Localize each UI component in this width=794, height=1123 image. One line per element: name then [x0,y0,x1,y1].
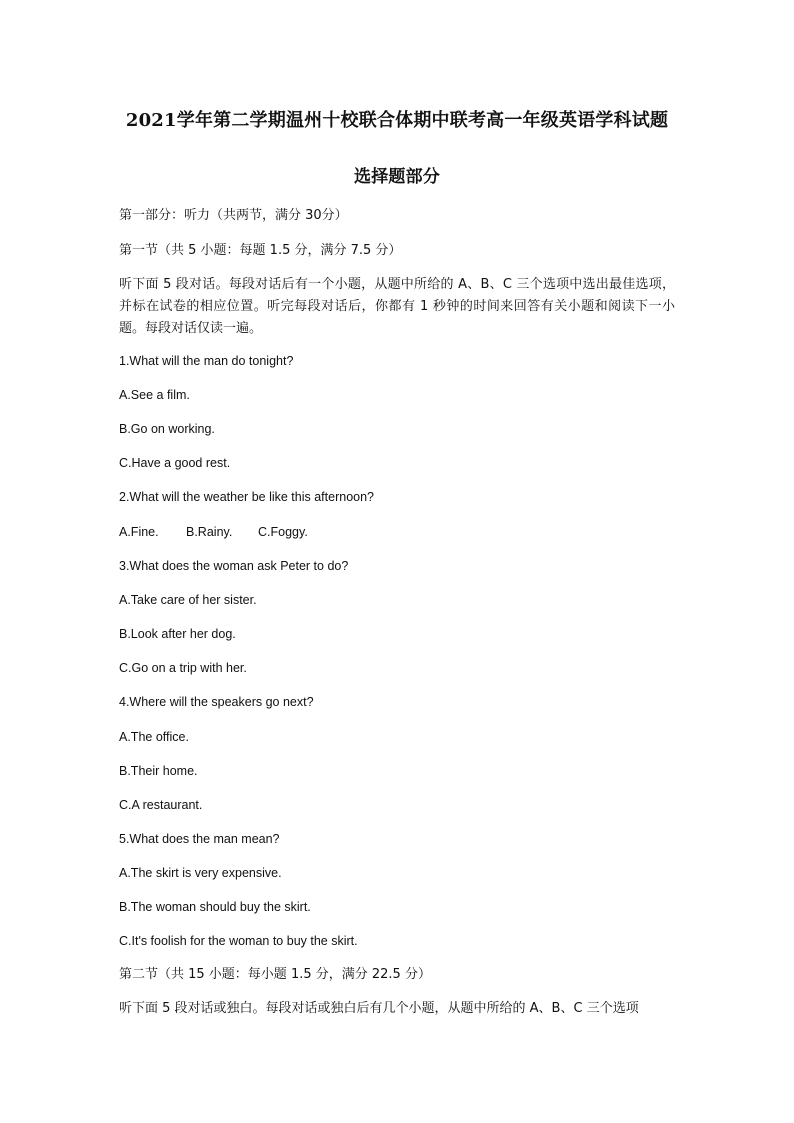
question-5-option-a: A.The skirt is very expensive. [119,866,282,880]
question-1-option-a: A.See a film. [119,388,190,402]
question-2-stem: 2.What will the weather be like this afternoon? [119,490,374,504]
section2-instructions: 听下面 5 段对话或独白。每段对话或独白后有几个小题，从题中所给的 A、B、C 三个选项 [119,1001,639,1016]
section-title: 选择题部分 [354,167,440,187]
question-2-option-a: A.Fine. [119,525,159,539]
section2-heading: 第二节（共 15 小题：每小题 1.5 分，满分 22.5 分） [119,967,431,982]
question-5-option-c: C.It's foolish for the woman to buy the skirt. [119,934,358,948]
question-4-option-b: B.Their home. [119,764,198,778]
question-1-option-b: B.Go on working. [119,422,215,436]
question-4-stem: 4.Where will the speakers go next? [119,695,314,709]
question-2-options [119,523,679,541]
question-4-option-a: A.The office. [119,730,189,744]
part1-heading: 第一部分：听力（共两节，满分 30分） [119,208,348,223]
exam-title: 2021学年第二学期温州十校联合体期中联考高一年级英语学科试题 [125,110,669,131]
question-5-option-b: B.The woman should buy the skirt. [119,900,311,914]
question-3-option-c: C.Go on a trip with her. [119,661,247,675]
question-3-stem: 3.What does the woman ask Peter to do? [119,559,349,573]
section1-instructions: 听下面 5 段对话。每段对话后有一个小题，从题中所给的 A、B、C 三个选项中选出最佳选项，并标在试卷的相应位置。听完每段对话后，你都有 1 秒钟的时间来回答有关小题和阅读下一小题。每段对话仅读一遍。 [119,277,675,336]
section1-heading: 第一节（共 5 小题：每题 1.5 分，满分 7.5 分） [119,243,402,258]
question-3-option-b: B.Look after her dog. [119,627,236,641]
question-5-stem: 5.What does the man mean? [119,832,280,846]
question-1-option-c: C.Have a good rest. [119,456,231,470]
question-4-option-c: C.A restaurant. [119,798,203,812]
question-3-option-a: A.Take care of her sister. [119,593,257,607]
question-2-option-c: C.Foggy. [258,525,308,539]
question-1-stem: 1.What will the man do tonight? [119,354,294,368]
question-2-option-b: B.Rainy. [186,525,233,539]
